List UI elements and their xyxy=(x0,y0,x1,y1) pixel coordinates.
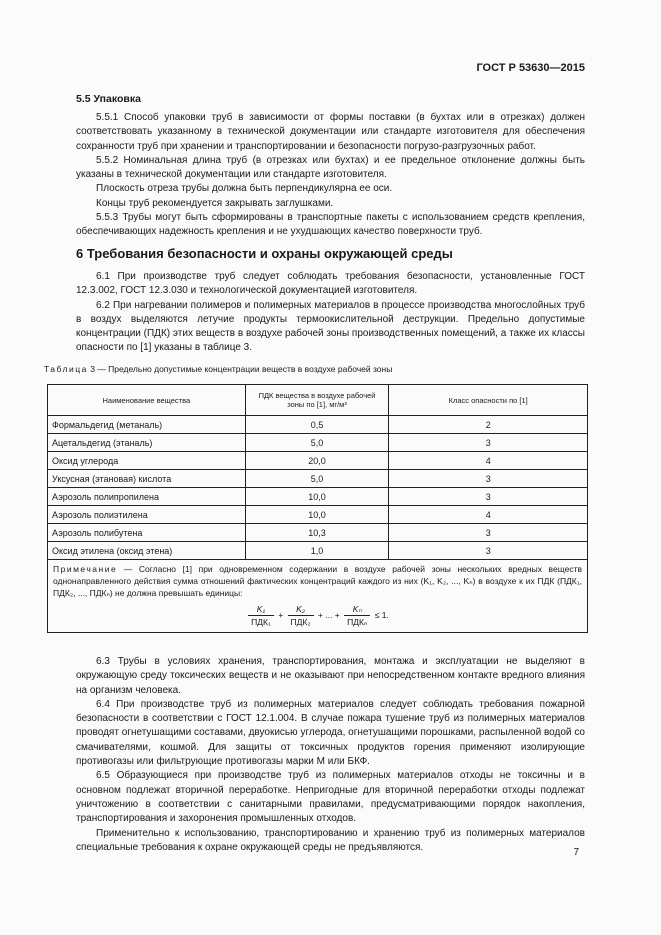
table-row xyxy=(48,470,588,488)
fraction-2 xyxy=(288,603,314,628)
section-6-continued xyxy=(76,655,585,855)
substance-cell: Ацетальдегид (этаналь) xyxy=(48,434,246,452)
substance-cell: Аэрозоль полиэтилена xyxy=(48,506,246,524)
denominator-1: ПДК₁ xyxy=(251,617,271,627)
substance-cell: Формальдегид (метаналь) xyxy=(48,416,246,434)
pdk-cell: 10,3 xyxy=(245,524,389,542)
substance-cell: Оксид углерода xyxy=(48,452,246,470)
note-label: Примечание xyxy=(53,564,118,574)
paragraph-6-4: 6.4 При производстве труб из полимерных материалов следует соблюдать требования пожарной безопасности в соответствии с ГОСТ 12.1.004. В случае пожара тушение труб из полимерных материалов проводят огнетушащими составами, двуокисью углерода, огнетушащими порошками, распыленной водой со смачивателями, кошмой. Для защиты от токсичных продуктов горения применяют изолирующие противогазы или фильтрующие противогазы марки М или БКФ. xyxy=(76,698,585,768)
denominator-n: ПДКₙ xyxy=(347,617,368,627)
table-note-row xyxy=(48,560,588,633)
paragraph-6-1: 6.1 При производстве труб следует соблюдать требования безопасности, установленные ГОСТ 12.3.002, ГОСТ 12.3.030 и технологической документацией изготовителя. xyxy=(76,271,585,297)
paragraph-cut-plane: Плоскость отреза трубы должна быть перпендикулярна ее оси. xyxy=(96,183,393,195)
table-row xyxy=(48,434,588,452)
table-row xyxy=(48,452,588,470)
denominator-2: ПДК₂ xyxy=(290,617,311,627)
plus-sign-1: + xyxy=(278,609,284,620)
paragraph-5-5-3: 5.5.3 Трубы могут быть сформированы в транспортные пакеты с использованием средств крепления, обеспечивающих надежность крепления и не ухудшающих качество поверхности труб. xyxy=(76,212,585,238)
hazard-class-cell: 3 xyxy=(389,542,588,560)
paragraph-6-5: 6.5 Образующиеся при производстве труб из полимерных материалов отходы не токсичны и в основном подлежат вторичной переработке. Непригодные для вторичной переработки отходы подлежат уничтожению в соответствии с санитарными правилами, предусматривающими порядок накопления, транспортирования и захоронения промышленных отходов. xyxy=(76,770,585,825)
column-header-pdk: ПДК вещества в воздухе рабочей зоны по [1], мг/м³ xyxy=(245,385,389,416)
hazard-class-cell: 4 xyxy=(389,506,588,524)
substance-cell: Аэрозоль полибутена xyxy=(48,524,246,542)
hazard-class-cell: 3 xyxy=(389,434,588,452)
concentration-sum-formula xyxy=(53,603,582,628)
paragraph-5-5-1: 5.5.1 Способ упаковки труб в зависимости от формы поставки (в бухтах или в отрезках) должен соответствовать указанному в технической документации или стандарте изготовителя для обеспечения сохранности труб при хранении и транспортировании и безопасности погрузо-разгрузочных работ. xyxy=(76,112,585,152)
paragraph-5-5-2: 5.5.2 Номинальная длина труб (в отрезках или бухтах) и ее предельное отклонение должны быть указаны в технической документации или стандарте изготовителя. xyxy=(76,154,585,181)
section-6-body xyxy=(76,270,585,356)
table-caption-text: 3 — Предельно допустимые концентрации веществ в воздухе рабочей зоны xyxy=(90,364,393,374)
hazard-class-cell: 2 xyxy=(389,416,588,434)
hazard-class-cell: 3 xyxy=(389,524,588,542)
fraction-n xyxy=(344,603,370,628)
paragraph-environment: Применительно к использованию, транспортированию и хранению труб из полимерных материалов специальные требования к охране окружающей среды не предъявляются. xyxy=(76,827,585,853)
pdk-cell: 5,0 xyxy=(245,434,389,452)
table-row xyxy=(48,506,588,524)
table-caption xyxy=(44,364,392,374)
standard-header: ГОСТ Р 53630—2015 xyxy=(476,62,585,74)
substance-cell: Оксид этилена (оксид этена) xyxy=(48,542,246,560)
hazard-class-cell: 4 xyxy=(389,452,588,470)
table-row xyxy=(48,416,588,434)
table-row xyxy=(48,524,588,542)
pdk-cell: 0,5 xyxy=(245,416,389,434)
table-header-row xyxy=(48,385,588,416)
column-header-hazard-class: Класс опасности по [1] xyxy=(389,385,588,416)
plus-sign-2: + ... + xyxy=(318,609,340,620)
paragraph-6-2: 6.2 При нагревании полимеров и полимерных материалов в процессе производства многослойных труб в воздух выделяются летучие продукты термоокислительной деструкции. Предельно допустимые концентрации (ПДК) этих веществ в воздухе рабочей зоны производственных помещений, а также их классы опасности по [1] указаны в таблице 3. xyxy=(76,299,585,354)
hazard-class-cell: 3 xyxy=(389,488,588,506)
section-5-5-body xyxy=(76,111,585,240)
table-row xyxy=(48,542,588,560)
pdk-cell: 10,0 xyxy=(245,488,389,506)
table-note xyxy=(48,560,588,633)
section-heading-6: 6 Требования безопасности и охраны окружающей среды xyxy=(76,246,453,261)
note-text: — Согласно [1] при одновременном содержании в воздухе рабочей зоны нескольких вредных веществ однонаправленного действия сумма отношений фактических концентраций каждого из них (K₁, K₂, ..., Kₙ) в воздухе к их ПДК (ПДК₁, ПДК₂, ..., ПДКₙ) не должна превышать единицы: xyxy=(53,564,582,598)
numerator-1: K₁ xyxy=(248,603,274,616)
paragraph-pipe-ends: Концы труб рекомендуется закрывать заглушками. xyxy=(96,197,334,209)
substance-cell: Аэрозоль полипропилена xyxy=(48,488,246,506)
concentration-table xyxy=(47,384,588,633)
column-header-substance: Наименование вещества xyxy=(48,385,246,416)
paragraph-6-3: 6.3 Трубы в условиях хранения, транспортирования, монтажа и эксплуатации не выделяют в окружающую среду токсических веществ и не оказывают при непосредственном контакте вредного влияния на организм человека. xyxy=(76,656,585,696)
pdk-cell: 20,0 xyxy=(245,452,389,470)
pdk-cell: 1,0 xyxy=(245,542,389,560)
numerator-n: Kₙ xyxy=(344,603,370,616)
page-number: 7 xyxy=(573,847,579,858)
hazard-class-cell: 3 xyxy=(389,470,588,488)
substance-cell: Уксусная (этановая) кислота xyxy=(48,470,246,488)
pdk-cell: 10,0 xyxy=(245,506,389,524)
fraction-1 xyxy=(248,603,274,628)
formula-rhs: ≤ 1. xyxy=(374,609,389,620)
table-row xyxy=(48,488,588,506)
section-heading-5-5: 5.5 Упаковка xyxy=(76,93,141,105)
numerator-2: K₂ xyxy=(288,603,314,616)
pdk-cell: 5,0 xyxy=(245,470,389,488)
table-caption-label: Таблица xyxy=(44,364,88,374)
